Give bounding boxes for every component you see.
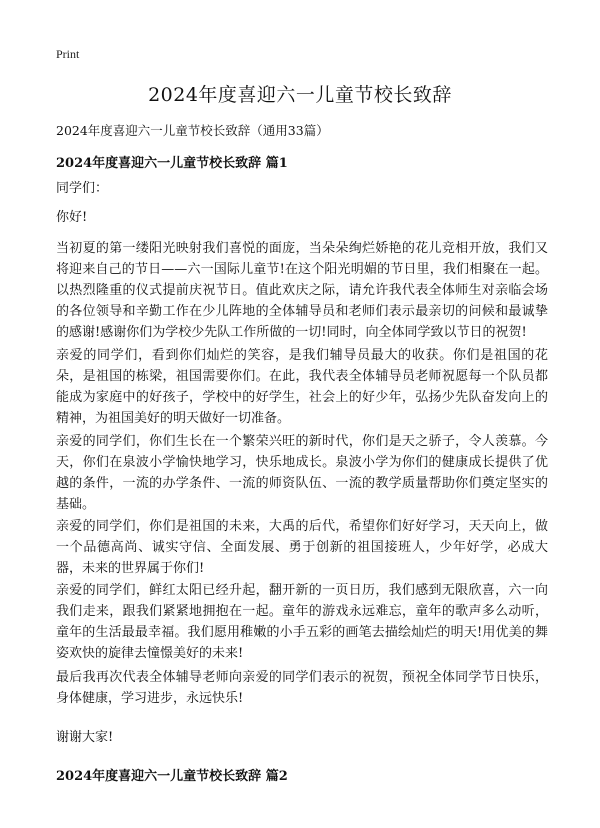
paragraph-future: 亲爱的同学们，你们是祖国的未来，大禹的后代，希望你们好好学习，天天向上，做一个品德高尚、诚实守信、全面发展、勇于创新的祖国接班人，少年好学，必成大器，未来的世界属于你们! <box>56 519 548 576</box>
paragraph-sunrise: 亲爱的同学们，鲜红太阳已经升起，翻开新的一页日历，我们感到无限欣喜，六一向我们走来，跟我们紧紧地拥抱在一起。童年的游戏永远难忘，童年的歌声多么动听，童年的生活最最幸福。我们愿用稚嫩的小手五彩的画笔去描绘灿烂的明天!用优美的舞姿欢快的旋律去憧憬美好的未来! <box>56 583 548 661</box>
document-subtitle: 2024年度喜迎六一儿童节校长致辞（通用33篇） <box>56 123 329 138</box>
paragraph-thanks: 谢谢大家! <box>56 730 114 745</box>
paragraph-greeting: 同学们： <box>56 181 109 196</box>
section-heading-2: 2024年度喜迎六一儿童节校长致辞 篇2 <box>56 769 288 784</box>
paragraph-new-era: 亲爱的同学们，你们生长在一个繁荣兴旺的新时代，你们是天之骄子，令人羡慕。今天，你们在泉波小学愉快地学习，快乐地成长。泉波小学为你们的健康成长提供了优越的条件，一流的办学条件、一流的师资队伍、一流的教学质量帮助你们奠定坚实的基础。 <box>56 434 548 512</box>
print-link[interactable]: Print <box>56 47 80 61</box>
section-heading-1: 2024年度喜迎六一儿童节校长致辞 篇1 <box>56 156 288 171</box>
paragraph-closing: 最后我再次代表全体辅导老师向亲爱的同学们表示的祝贺，预祝全体同学节日快乐，身体健康，学习进步，永远快乐! <box>56 670 548 706</box>
paragraph-hello: 你好! <box>56 210 88 225</box>
paragraph-opening: 当初夏的第一缕阳光映射我们喜悦的面庞，当朵朵绚烂娇艳的花儿竞相开放，我们又将迎来自己的节日——六一国际儿童节!在这个阳光明媚的节日里，我们相聚在一起。以热烈隆重的仪式提前庆祝节日。值此欢庆之际，请允许我代表全体师生对亲临会场的各位领导和辛勤工作在少儿阵地的全体辅导员和老师们表示最亲切的问候和最诚挚的感谢!感谢你们为学校少先队工作所做的一切!同时，向全体同学致以节日的祝贺! <box>56 241 548 340</box>
page-title: 2024年度喜迎六一儿童节校长致辞 <box>148 84 452 106</box>
paragraph-flowers: 亲爱的同学们，看到你们灿烂的笑容，是我们辅导员最大的收获。你们是祖国的花朵，是祖国的栋梁，祖国需要你们。在此，我代表全体辅导员老师祝愿每一个队员都能成为家庭中的好孩子，学校中的好学生，社会上的好少年，弘扬少先队奋发向上的精神，为祖国美好的明天做好一切准备。 <box>56 348 548 426</box>
